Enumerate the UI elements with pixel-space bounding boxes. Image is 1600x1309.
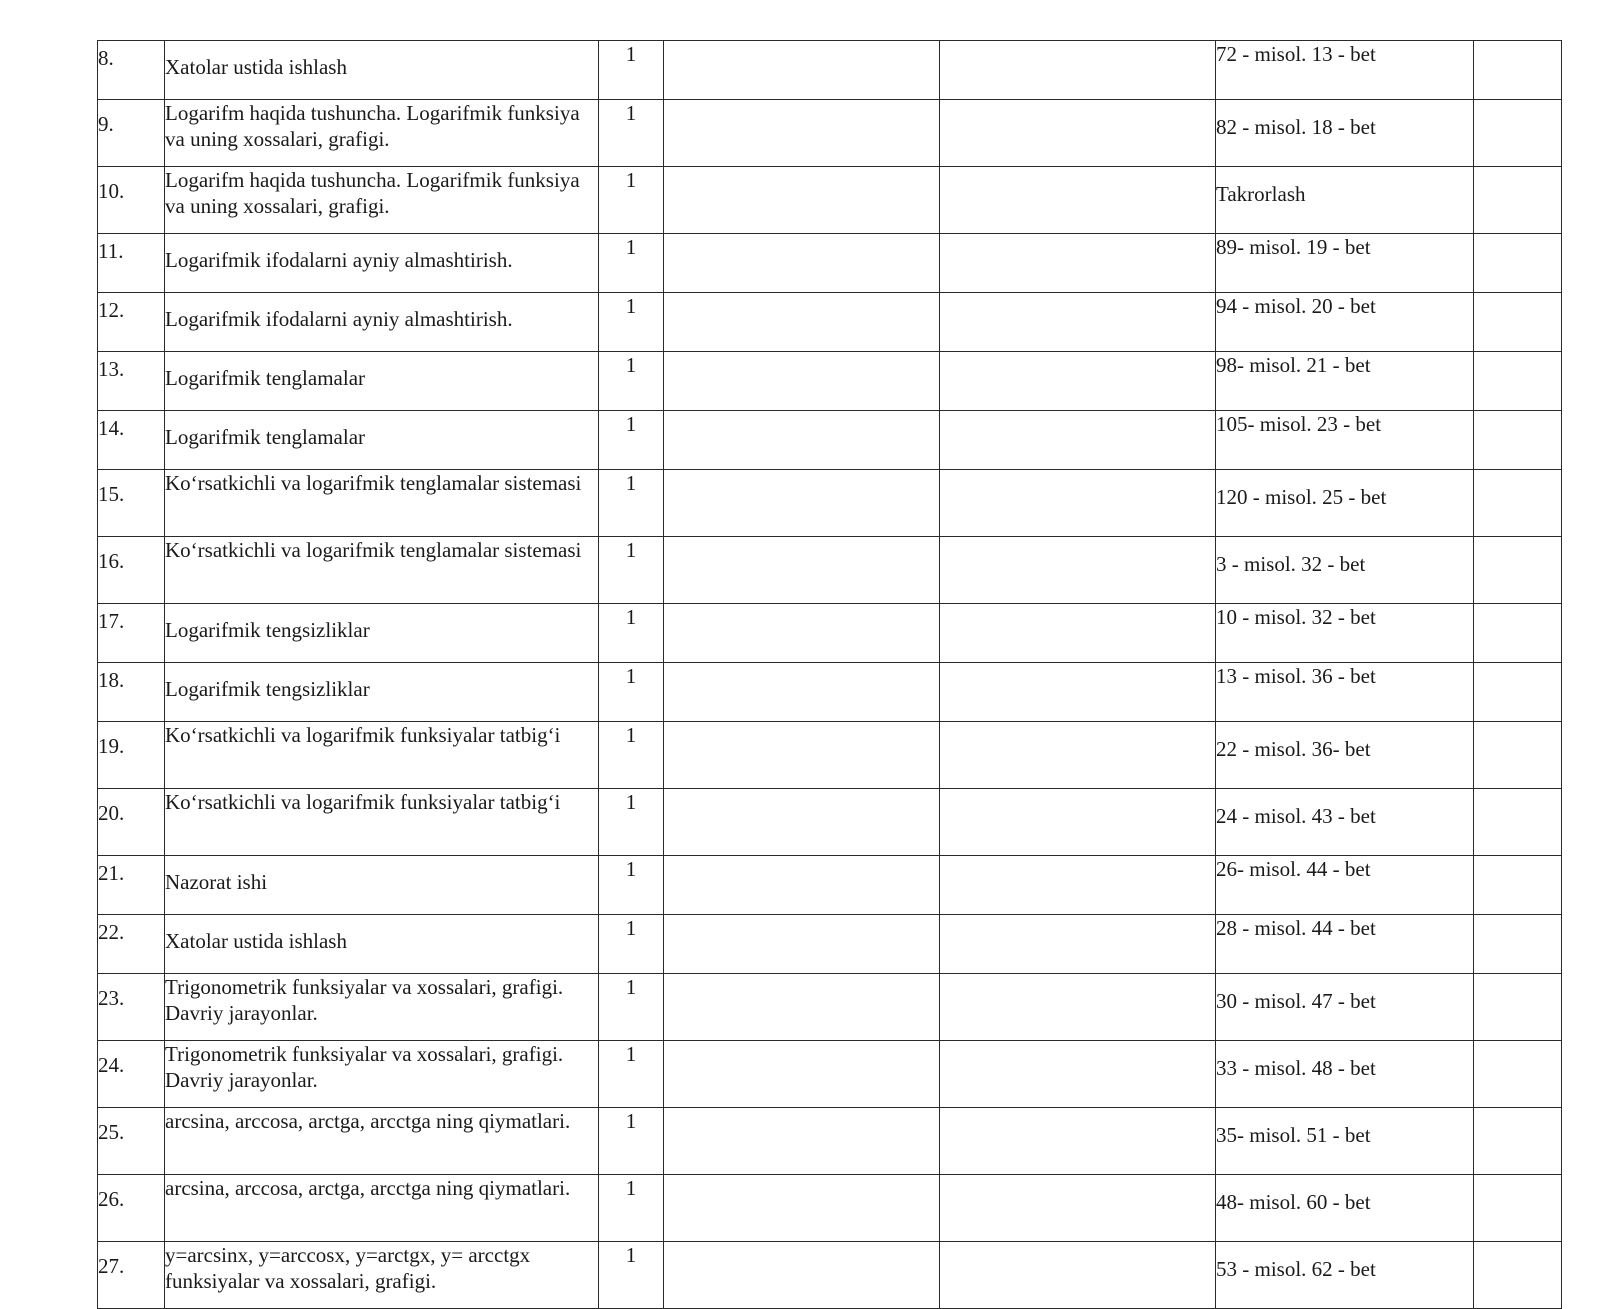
lesson-homework: 120 - misol. 25 - bet	[1216, 470, 1474, 537]
lesson-topic: Trigonometrik funksiyalar va xossalari, grafigi. Davriy jarayonlar.	[165, 974, 599, 1041]
empty-cell	[664, 1041, 940, 1108]
empty-cell	[1474, 722, 1562, 789]
empty-cell	[1474, 663, 1562, 722]
lesson-number: 22.	[98, 915, 165, 974]
table-row	[98, 663, 1562, 722]
lesson-number: 12.	[98, 293, 165, 352]
table-row	[98, 1175, 1562, 1242]
lesson-homework: 24 - misol. 43 - bet	[1216, 789, 1474, 856]
empty-cell	[1474, 411, 1562, 470]
lesson-hours: 1	[599, 915, 664, 974]
empty-cell	[940, 1041, 1216, 1108]
empty-cell	[664, 293, 940, 352]
empty-cell	[1474, 167, 1562, 234]
lesson-hours: 1	[599, 100, 664, 167]
lesson-topic: y=arcsinx, y=arccosx, y=arctgx, y= arcctgx funksiyalar va xossalari, grafigi.	[165, 1242, 599, 1309]
empty-cell	[664, 789, 940, 856]
empty-cell	[1474, 1175, 1562, 1242]
empty-cell	[940, 789, 1216, 856]
lesson-topic: Logarifmik tengsizliklar	[165, 604, 599, 663]
empty-cell	[940, 1175, 1216, 1242]
empty-cell	[940, 537, 1216, 604]
table-row	[98, 167, 1562, 234]
empty-cell	[940, 604, 1216, 663]
table-row	[98, 100, 1562, 167]
empty-cell	[1474, 974, 1562, 1041]
table-row	[98, 352, 1562, 411]
lesson-hours: 1	[599, 856, 664, 915]
lesson-hours: 1	[599, 1175, 664, 1242]
lesson-homework: Takrorlash	[1216, 167, 1474, 234]
empty-cell	[940, 470, 1216, 537]
lesson-hours: 1	[599, 722, 664, 789]
table-row	[98, 722, 1562, 789]
lesson-homework: 53 - misol. 62 - bet	[1216, 1242, 1474, 1309]
lesson-homework: 82 - misol. 18 - bet	[1216, 100, 1474, 167]
lesson-number: 15.	[98, 470, 165, 537]
lesson-number: 27.	[98, 1242, 165, 1309]
empty-cell	[664, 1242, 940, 1309]
empty-cell	[1474, 234, 1562, 293]
lesson-hours: 1	[599, 234, 664, 293]
empty-cell	[1474, 293, 1562, 352]
empty-cell	[940, 411, 1216, 470]
lesson-homework: 3 - misol. 32 - bet	[1216, 537, 1474, 604]
empty-cell	[1474, 789, 1562, 856]
empty-cell	[664, 352, 940, 411]
lesson-homework: 48- misol. 60 - bet	[1216, 1175, 1474, 1242]
lesson-number: 16.	[98, 537, 165, 604]
lesson-number: 26.	[98, 1175, 165, 1242]
lesson-plan-table	[97, 40, 1562, 1309]
empty-cell	[664, 1175, 940, 1242]
lesson-hours: 1	[599, 1242, 664, 1309]
empty-cell	[940, 100, 1216, 167]
lesson-homework: 30 - misol. 47 - bet	[1216, 974, 1474, 1041]
lesson-number: 9.	[98, 100, 165, 167]
table-row	[98, 789, 1562, 856]
empty-cell	[664, 604, 940, 663]
empty-cell	[1474, 537, 1562, 604]
empty-cell	[664, 100, 940, 167]
table-row	[98, 41, 1562, 100]
lesson-number: 21.	[98, 856, 165, 915]
empty-cell	[1474, 1041, 1562, 1108]
lesson-homework: 89- misol. 19 - bet	[1216, 234, 1474, 293]
lesson-number: 23.	[98, 974, 165, 1041]
lesson-topic: Logarifmik ifodalarni ayniy almashtirish.	[165, 293, 599, 352]
lesson-topic: arcsina, arccosa, arctga, arcctga ning qiymatlari.	[165, 1175, 599, 1242]
empty-cell	[664, 1108, 940, 1175]
empty-cell	[1474, 1108, 1562, 1175]
lesson-topic: Nazorat ishi	[165, 856, 599, 915]
empty-cell	[940, 1108, 1216, 1175]
lesson-topic: Koʻrsatkichli va logarifmik tenglamalar sistemasi	[165, 470, 599, 537]
lesson-hours: 1	[599, 789, 664, 856]
lesson-topic: Koʻrsatkichli va logarifmik funksiyalar tatbigʻi	[165, 722, 599, 789]
empty-cell	[664, 856, 940, 915]
table-row	[98, 915, 1562, 974]
lesson-topic: Logarifm haqida tushuncha. Logarifmik funksiya va uning xossalari, grafigi.	[165, 167, 599, 234]
lesson-homework: 35- misol. 51 - bet	[1216, 1108, 1474, 1175]
table-row	[98, 411, 1562, 470]
empty-cell	[940, 856, 1216, 915]
table-row	[98, 234, 1562, 293]
lesson-number: 20.	[98, 789, 165, 856]
empty-cell	[1474, 100, 1562, 167]
table-row	[98, 293, 1562, 352]
lesson-topic: Logarifmik tengsizliklar	[165, 663, 599, 722]
lesson-number: 17.	[98, 604, 165, 663]
empty-cell	[940, 234, 1216, 293]
table-row	[98, 1041, 1562, 1108]
lesson-topic: arcsina, arccosa, arctga, arcctga ning qiymatlari.	[165, 1108, 599, 1175]
lesson-homework: 10 - misol. 32 - bet	[1216, 604, 1474, 663]
table-row	[98, 974, 1562, 1041]
lesson-hours: 1	[599, 411, 664, 470]
empty-cell	[1474, 470, 1562, 537]
lesson-number: 8.	[98, 41, 165, 100]
lesson-hours: 1	[599, 1108, 664, 1175]
empty-cell	[940, 41, 1216, 100]
table-row	[98, 856, 1562, 915]
lesson-homework: 13 - misol. 36 - bet	[1216, 663, 1474, 722]
lesson-homework: 22 - misol. 36- bet	[1216, 722, 1474, 789]
lesson-hours: 1	[599, 167, 664, 234]
lesson-homework: 98- misol. 21 - bet	[1216, 352, 1474, 411]
table-row	[98, 537, 1562, 604]
empty-cell	[940, 663, 1216, 722]
empty-cell	[664, 167, 940, 234]
lesson-hours: 1	[599, 470, 664, 537]
lesson-homework: 94 - misol. 20 - bet	[1216, 293, 1474, 352]
empty-cell	[940, 167, 1216, 234]
empty-cell	[664, 41, 940, 100]
lesson-hours: 1	[599, 352, 664, 411]
empty-cell	[664, 470, 940, 537]
empty-cell	[940, 293, 1216, 352]
table-row	[98, 1242, 1562, 1309]
lesson-number: 14.	[98, 411, 165, 470]
lesson-homework: 28 - misol. 44 - bet	[1216, 915, 1474, 974]
table-row	[98, 1108, 1562, 1175]
empty-cell	[664, 411, 940, 470]
empty-cell	[664, 915, 940, 974]
lesson-topic: Trigonometrik funksiyalar va xossalari, grafigi. Davriy jarayonlar.	[165, 1041, 599, 1108]
empty-cell	[940, 974, 1216, 1041]
empty-cell	[1474, 915, 1562, 974]
empty-cell	[940, 1242, 1216, 1309]
table-row	[98, 604, 1562, 663]
lesson-number: 10.	[98, 167, 165, 234]
table-row	[98, 470, 1562, 537]
lesson-hours: 1	[599, 604, 664, 663]
lesson-topic: Logarifmik tenglamalar	[165, 411, 599, 470]
lesson-hours: 1	[599, 1041, 664, 1108]
lesson-number: 13.	[98, 352, 165, 411]
lesson-topic: Logarifmik tenglamalar	[165, 352, 599, 411]
lesson-number: 24.	[98, 1041, 165, 1108]
empty-cell	[664, 537, 940, 604]
lesson-homework: 33 - misol. 48 - bet	[1216, 1041, 1474, 1108]
lesson-hours: 1	[599, 41, 664, 100]
lesson-hours: 1	[599, 537, 664, 604]
empty-cell	[1474, 352, 1562, 411]
lesson-topic: Logarifmik ifodalarni ayniy almashtirish.	[165, 234, 599, 293]
empty-cell	[1474, 1242, 1562, 1309]
lesson-topic: Xatolar ustida ishlash	[165, 41, 599, 100]
empty-cell	[1474, 41, 1562, 100]
empty-cell	[664, 234, 940, 293]
lesson-hours: 1	[599, 663, 664, 722]
empty-cell	[664, 722, 940, 789]
lesson-topic: Xatolar ustida ishlash	[165, 915, 599, 974]
lesson-hours: 1	[599, 974, 664, 1041]
lesson-number: 11.	[98, 234, 165, 293]
empty-cell	[940, 722, 1216, 789]
empty-cell	[940, 352, 1216, 411]
empty-cell	[664, 663, 940, 722]
lesson-homework: 26- misol. 44 - bet	[1216, 856, 1474, 915]
lesson-number: 25.	[98, 1108, 165, 1175]
empty-cell	[940, 915, 1216, 974]
lesson-number: 18.	[98, 663, 165, 722]
lesson-homework: 72 - misol. 13 - bet	[1216, 41, 1474, 100]
lesson-number: 19.	[98, 722, 165, 789]
empty-cell	[1474, 604, 1562, 663]
lesson-topic: Koʻrsatkichli va logarifmik tenglamalar sistemasi	[165, 537, 599, 604]
empty-cell	[1474, 856, 1562, 915]
lesson-homework: 105- misol. 23 - bet	[1216, 411, 1474, 470]
empty-cell	[664, 974, 940, 1041]
lesson-hours: 1	[599, 293, 664, 352]
lesson-topic: Koʻrsatkichli va logarifmik funksiyalar tatbigʻi	[165, 789, 599, 856]
lesson-topic: Logarifm haqida tushuncha. Logarifmik funksiya va uning xossalari, grafigi.	[165, 100, 599, 167]
